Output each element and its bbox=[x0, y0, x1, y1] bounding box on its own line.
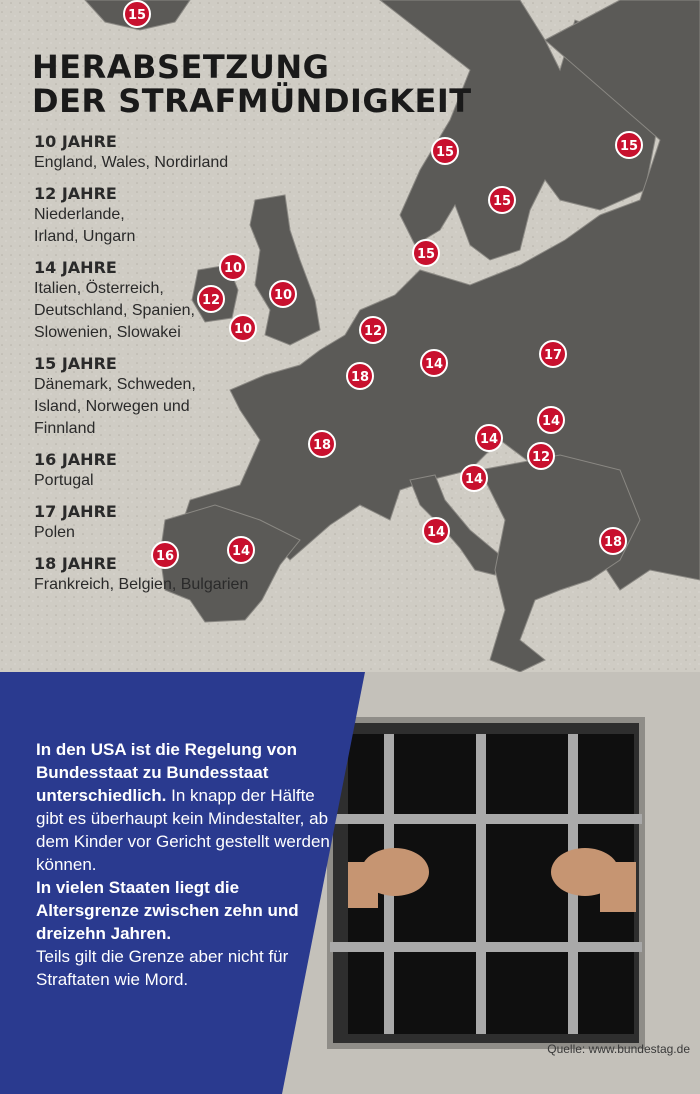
age-marker: 18 bbox=[599, 527, 627, 555]
age-marker: 14 bbox=[475, 424, 503, 452]
age-marker: 10 bbox=[229, 314, 257, 342]
legend-group bbox=[34, 502, 334, 544]
age-marker: 10 bbox=[219, 253, 247, 281]
age-marker: 16 bbox=[151, 541, 179, 569]
age-marker: 14 bbox=[422, 517, 450, 545]
legend-countries: Niederlande, Irland, Ungarn bbox=[34, 206, 136, 245]
usa-info-section bbox=[0, 672, 700, 1094]
age-marker: 18 bbox=[308, 430, 336, 458]
usa-info-bold-2: In vielen Staaten liegt die Altersgrenze zwischen zehn und dreizehn Jahren. bbox=[36, 878, 299, 943]
age-legend bbox=[34, 132, 334, 606]
legend-age-label: 15 JAHRE bbox=[34, 354, 117, 373]
age-marker: 12 bbox=[527, 442, 555, 470]
page-title bbox=[32, 50, 472, 118]
age-marker: 15 bbox=[488, 186, 516, 214]
age-marker: 18 bbox=[346, 362, 374, 390]
legend-group bbox=[34, 450, 334, 492]
source-note: Quelle: www.bundestag.de bbox=[547, 1042, 690, 1056]
legend-group bbox=[34, 554, 334, 596]
legend-group bbox=[34, 184, 334, 248]
legend-age-label: 17 JAHRE bbox=[34, 502, 117, 521]
legend-group bbox=[34, 354, 334, 440]
age-marker: 15 bbox=[431, 137, 459, 165]
age-marker: 14 bbox=[227, 536, 255, 564]
age-marker: 10 bbox=[269, 280, 297, 308]
legend-countries: England, Wales, Nordirland bbox=[34, 154, 229, 171]
legend-countries: Italien, Österreich, Deutschland, Spanien, Slowenien, Slowakei bbox=[34, 280, 195, 341]
legend-age-label: 14 JAHRE bbox=[34, 258, 117, 277]
legend-age-label: 12 JAHRE bbox=[34, 184, 117, 203]
legend-group bbox=[34, 132, 334, 174]
age-marker: 12 bbox=[359, 316, 387, 344]
legend-countries: Portugal bbox=[34, 472, 94, 489]
age-marker: 15 bbox=[123, 0, 151, 28]
usa-info-text-1: In knapp der Hälfte gibt es überhaupt kein Mindestalter, ab dem Kinder vor Gericht gestellt werden können. bbox=[36, 786, 330, 874]
age-marker: 14 bbox=[420, 349, 448, 377]
age-marker: 15 bbox=[615, 131, 643, 159]
legend-countries: Frankreich, Belgien, Bulgarien bbox=[34, 576, 249, 593]
age-marker: 14 bbox=[460, 464, 488, 492]
legend-age-label: 18 JAHRE bbox=[34, 554, 117, 573]
legend-age-label: 16 JAHRE bbox=[34, 450, 117, 469]
age-marker: 17 bbox=[539, 340, 567, 368]
age-marker: 12 bbox=[197, 285, 225, 313]
age-marker: 14 bbox=[537, 406, 565, 434]
age-marker: 15 bbox=[412, 239, 440, 267]
legend-age-label: 10 JAHRE bbox=[34, 132, 117, 151]
legend-countries: Dänemark, Schweden, Island, Norwegen und Finnland bbox=[34, 376, 196, 437]
title-line-1: HERABSETZUNG bbox=[32, 48, 330, 86]
legend-countries: Polen bbox=[34, 524, 75, 541]
usa-info-text-2: Teils gilt die Grenze aber nicht für Straftaten wie Mord. bbox=[36, 947, 289, 989]
title-line-2: DER STRAFMÜNDIGKEIT bbox=[32, 82, 472, 120]
usa-info-bold-1: In den USA ist die Regelung von Bundesstaat zu Bundesstaat unterschiedlich. bbox=[36, 740, 298, 805]
usa-info-text bbox=[36, 738, 336, 991]
